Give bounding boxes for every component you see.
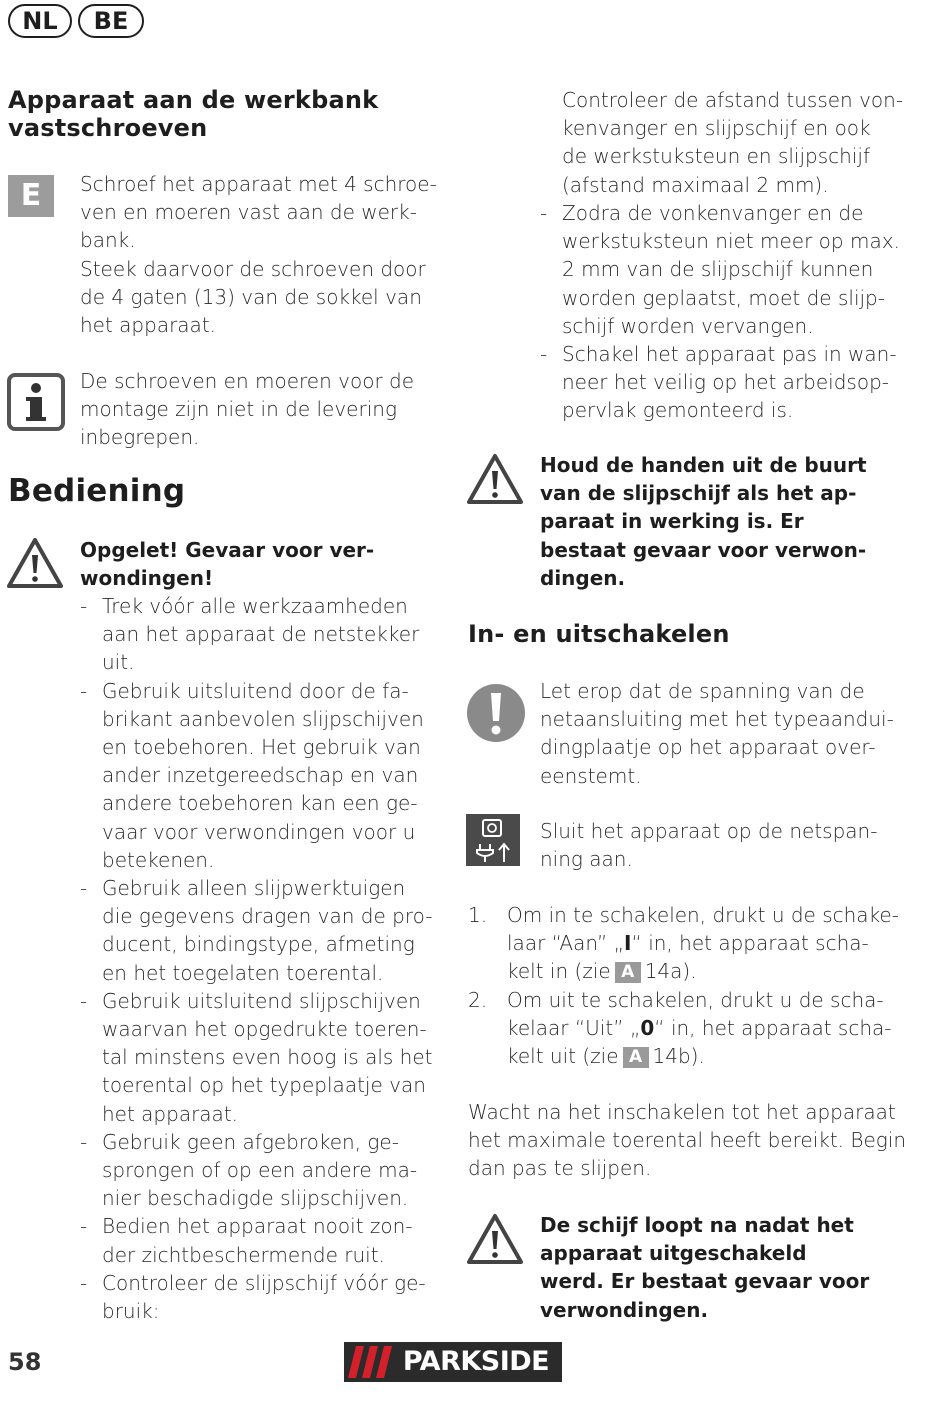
rundown-warning-text: De schijf loopt na nadat het apparaat uitgeschakeld werd. Er bestaat gevaar voor verwondingen.: [540, 1213, 870, 1322]
list-item: - Gebruik uitsluitend slijpschijven waarvan het opgedrukte toeren- tal minstens even hoog is als het toerental op het typeplaatje van het apparaat.: [80, 988, 433, 1126]
list-item: - Controleer de slijpschijf vóór ge- bruik:: [80, 1270, 426, 1324]
replacement-bullet-list: [540, 199, 910, 425]
wait-text: Wacht na het inschakelen tot het apparaat het maximale toerental heeft bereikt. Begin dan pas te slijpen.: [468, 1100, 907, 1181]
list-item: - Bedien het apparaat nooit zon- der zichtbeschermende ruit.: [80, 1214, 413, 1267]
list-item: - Gebruik uitsluitend door de fa- brikant aanbevolen slijpschijven en toebehoren. Het gebruik van ander inzetgereedschap en van andere toebehoren kan een ge- vaar voor verwondingen voor u betekenen.: [80, 678, 424, 872]
distance-check-text: Controleer de afstand tussen von- kenvanger en slijpschijf en ook de werkstuksteun en slijpschijf (afstand maximaal 2 mm).: [562, 88, 904, 197]
language-badge-be: BE: [78, 4, 144, 38]
list-item: 2. Om uit te schakelen, drukt u de scha- kelaar “Uit” „0“ in, het apparaat scha- kelt uit (zie A 14b).: [468, 987, 892, 1069]
switch-steps: [468, 901, 908, 1070]
figure-ref-badge: A: [623, 1047, 649, 1068]
warning-icon: [6, 536, 64, 590]
heading-bediening: Bediening: [8, 473, 186, 509]
list-item: - Zodra de vonkenvanger en de werkstuksteun niet meer op max. 2 mm van de slijpschijf kunnen worden geplaatst, moet de slijp- schijf worden vervangen.: [540, 201, 900, 338]
list-item: - Gebruik alleen slijpwerktuigen die gegevens dragen van de pro- ducent, bindingstype, afmeting en het toegelaten toerental.: [80, 876, 433, 985]
warning-icon: [466, 1212, 524, 1266]
workbench-text: Schroef het apparaat met 4 schroe- ven en moeren vast aan de werk- bank. Steek daarvoor de schroeven door de 4 gaten (13) van de sokkel van het apparaat.: [80, 172, 437, 338]
info-icon: [6, 372, 66, 432]
list-item: 1. Om in te schakelen, drukt u de schake- laar “Aan” „I“ in, het apparaat scha- kelt in (zie A 14a).: [468, 903, 899, 984]
heading-workbench: Apparaat aan de werkbank vastschroeven: [8, 86, 379, 142]
list-item: - Trek vóór alle werkzaamheden aan het apparaat de netstekker uit.: [80, 594, 420, 675]
warning-title: Opgelet! Gevaar voor ver- wondingen!: [80, 538, 375, 591]
on-symbol: I: [624, 931, 632, 956]
language-badge-nl: NL: [8, 4, 72, 38]
list-item: - Schakel het apparaat pas in wan- neer het veilig op het arbeidsop- pervlak gemonteerd is.: [540, 342, 897, 423]
page-number: 58: [8, 1348, 42, 1376]
parkside-logo: [344, 1342, 562, 1382]
plug-in-text: Sluit het apparaat op de netspan- ning aan.: [540, 819, 878, 872]
heading-schakelen: In- en uitschakelen: [468, 620, 730, 648]
off-symbol: 0: [640, 1015, 655, 1040]
letter-e-icon: E: [8, 175, 54, 217]
safety-bullet-list: [80, 592, 450, 1325]
exclamation-caution-icon: [466, 683, 526, 743]
figure-ref-badge: A: [615, 962, 641, 983]
brand-name: PARKSIDE: [402, 1346, 550, 1377]
voltage-caution-text: Let erop dat de spanning van de netaansluiting met het typeaandui- dingplaatje op het apparaat over- eenstemt.: [540, 679, 894, 788]
info-text: De schroeven en moeren voor de montage zijn niet in de levering inbegrepen.: [80, 369, 415, 450]
warning-icon: [466, 452, 524, 506]
hands-warning-text: Houd de handen uit de buurt van de slijpschijf als het ap- paraat in werking is. Er bestaat gevaar voor verwon- dingen.: [540, 453, 867, 590]
list-item: - Gebruik geen afgebroken, ge- sprongen of op een andere ma- nier beschadigde slijpschijven.: [80, 1129, 418, 1211]
power-plug-icon: [466, 814, 520, 866]
